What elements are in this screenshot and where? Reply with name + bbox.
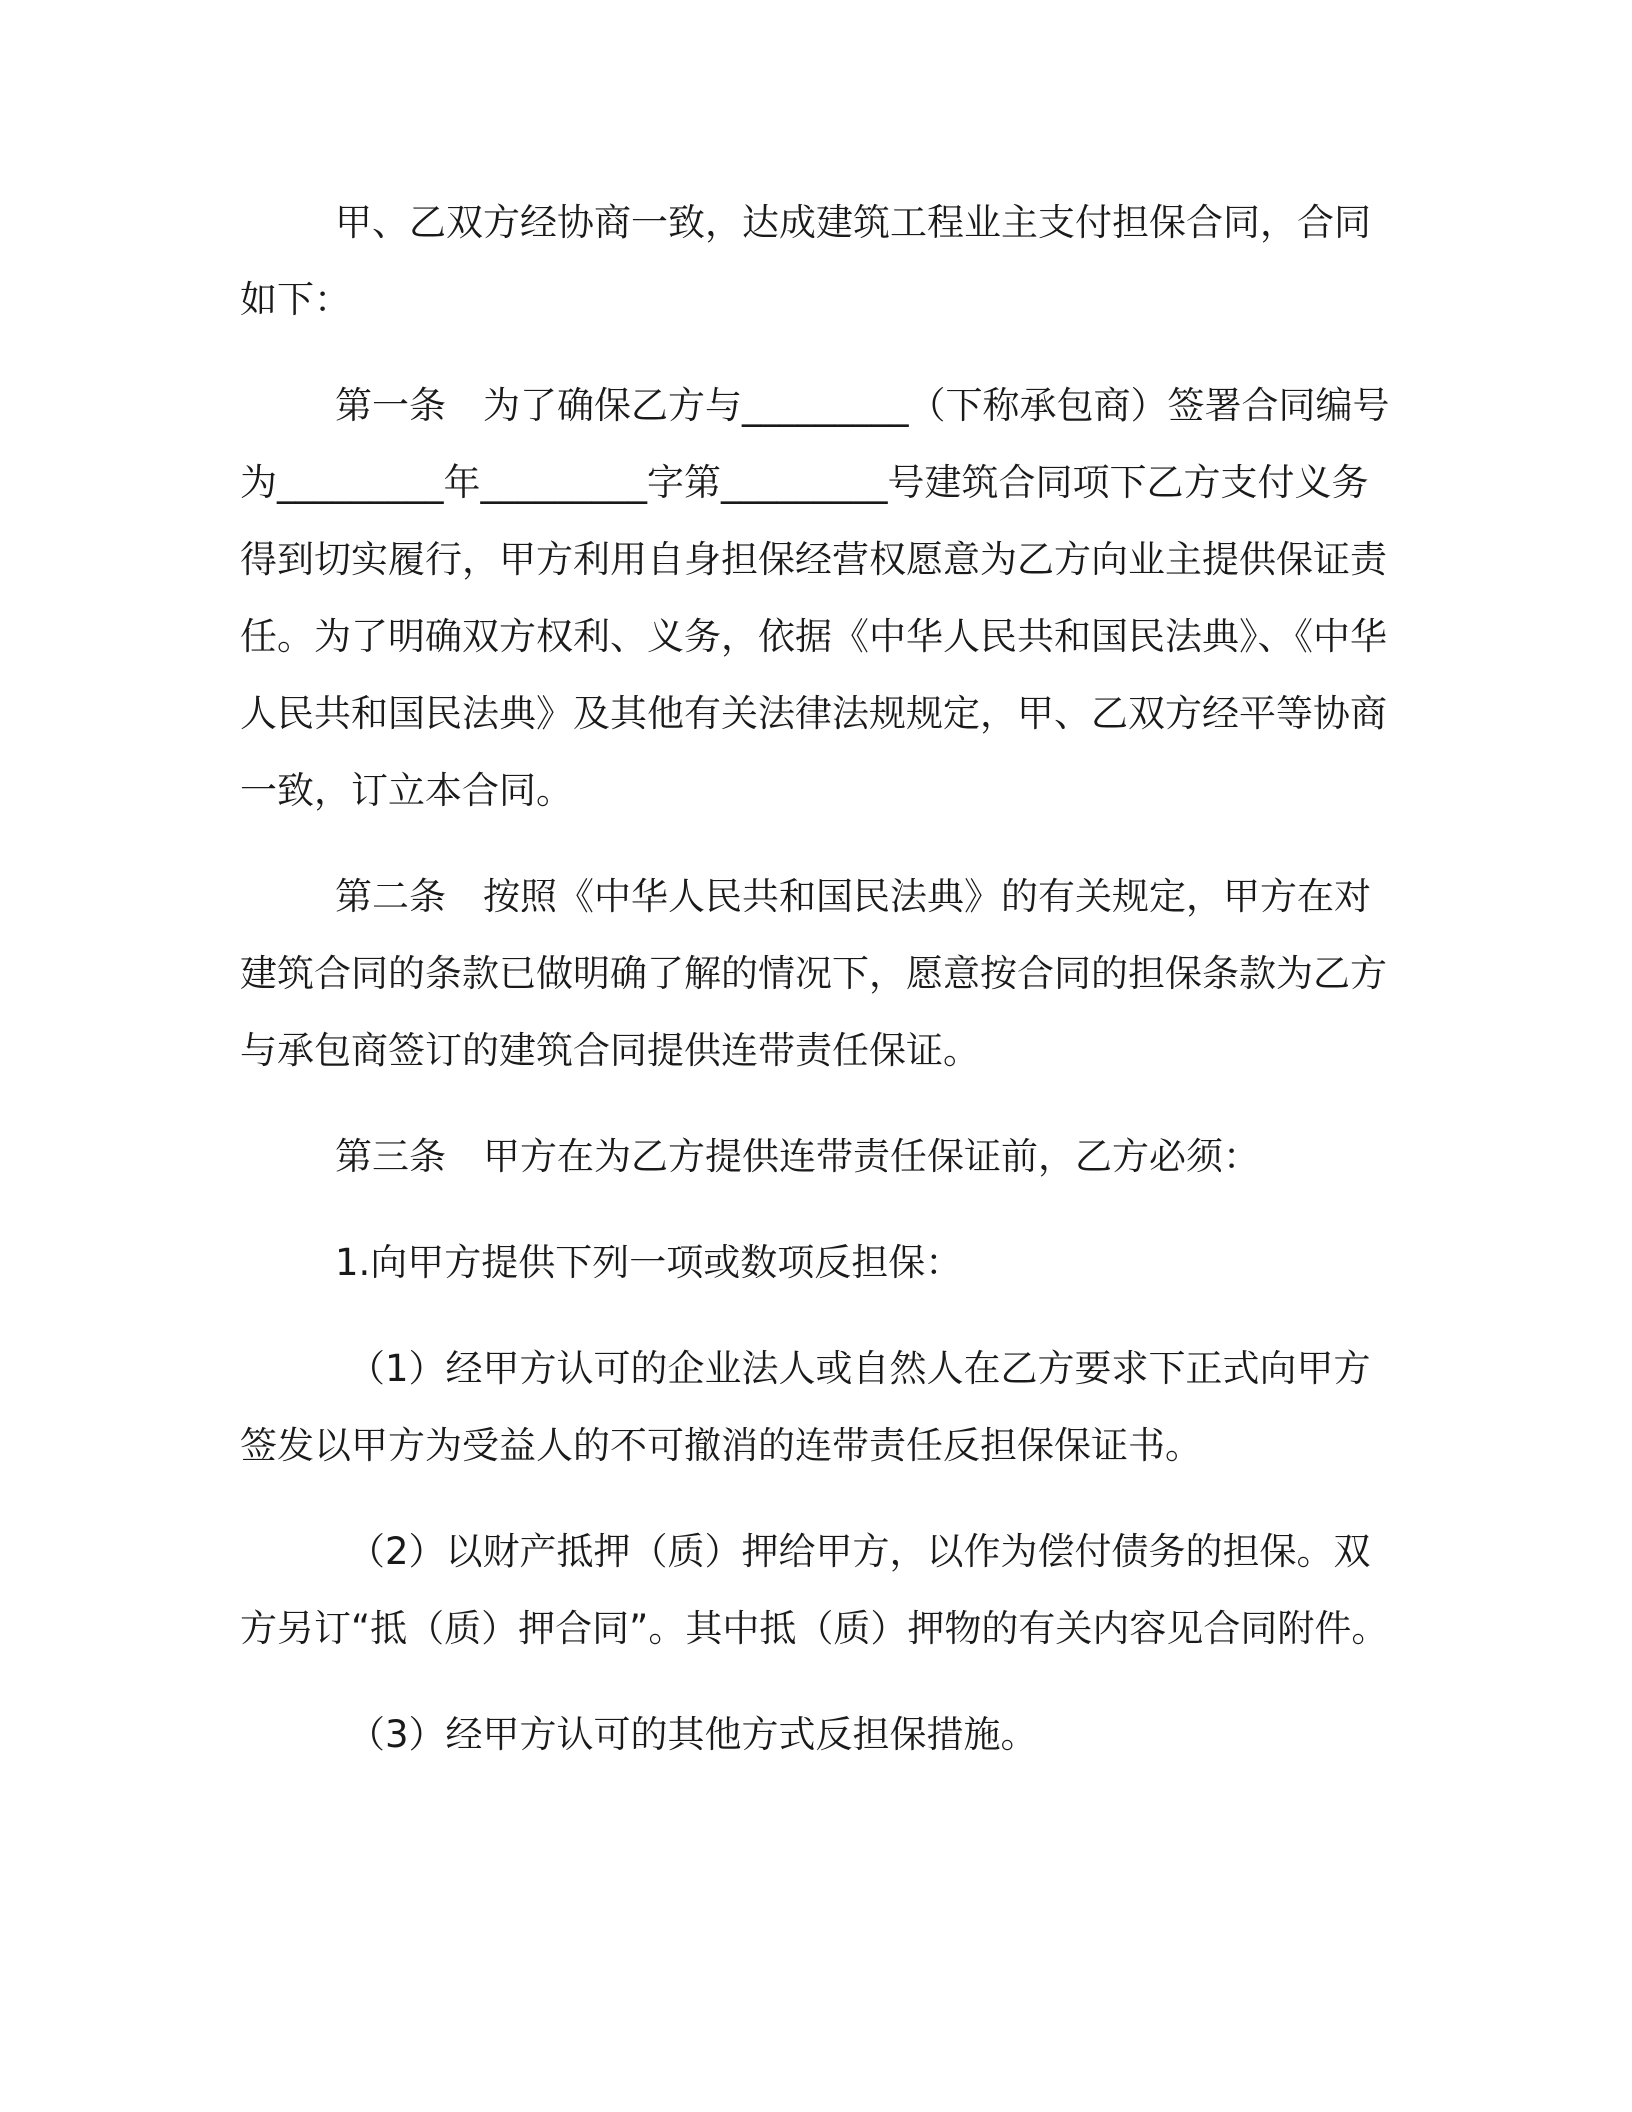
- paragraph-item-1: 1.向甲方提供下列一项或数项反担保：: [335, 1241, 963, 1284]
- contract-body: [240, 184, 1390, 1802]
- paragraph-intro: 甲、乙双方经协商一致，达成建筑工程业主支付担保合同，合同如下：: [240, 201, 1371, 321]
- paragraph-article-2: 第二条 按照《中华人民共和国民法典》的有关规定，甲方在对建筑合同的条款已做明确了解的情况下，愿意按合同的担保条款为乙方与承包商签订的建筑合同提供连带责任保证。: [240, 875, 1387, 1072]
- paragraph-sub-3: （3）经甲方认可的其他方式反担保措施。: [348, 1713, 1038, 1756]
- paragraph-article-3: 第三条 甲方在为乙方提供连带责任保证前，乙方必须：: [335, 1135, 1260, 1178]
- paragraph-sub-1: （1）经甲方认可的企业法人或自然人在乙方要求下正式向甲方签发以甲方为受益人的不可撤消的连带责任反担保保证书。: [240, 1347, 1371, 1467]
- paragraph-sub-2: （2）以财产抵押（质）押给甲方，以作为偿付债务的担保。双方另订“抵（质）押合同”。其中抵（质）押物的有关内容见合同附件。: [240, 1530, 1389, 1650]
- paragraph-article-1: 第一条 为了确保乙方与_________（下称承包商）签署合同编号为_________年_________字第_________号建筑合同项下乙方支付义务得到切实履行，甲方利用自身担保经营权愿意为乙方向业主提供保证责任。为了明确双方权利、义务，依据《中华人民共和国民法典》、《中华人民共和国民法典》及其他有关法律法规规定，甲、乙双方经平等协商一致，订立本合同。: [240, 384, 1390, 812]
